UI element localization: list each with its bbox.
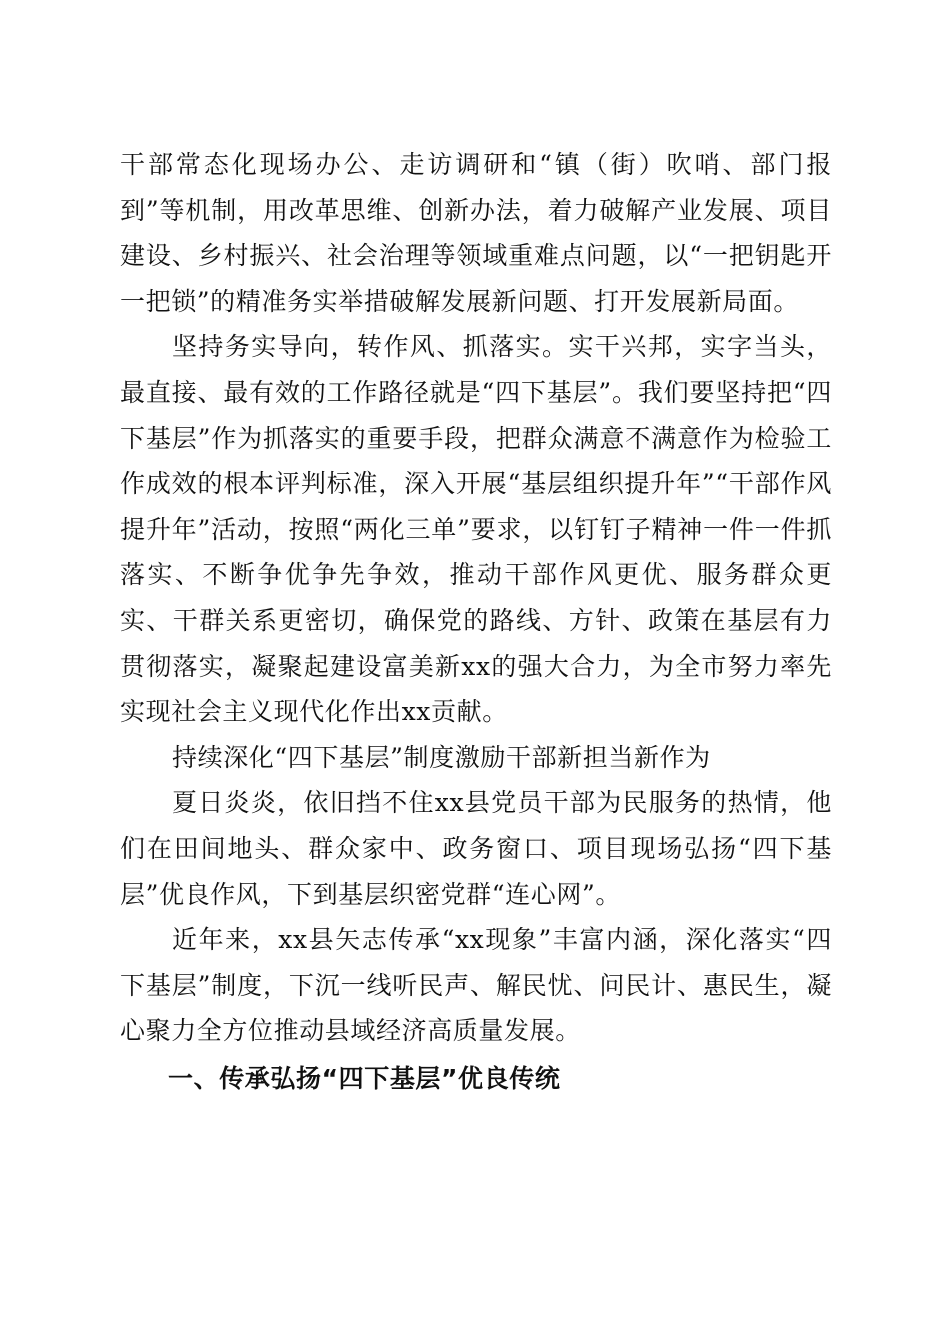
paragraph-recent-years: 近年来，xx县矢志传承“xx现象”丰富内涵，深化落实“四下基层”制度，下沉一线听民声、解民忧、问民计、惠民生，凝心聚力全方位推动县域经济高质量发展。 <box>120 925 832 1046</box>
paragraph-summer: 夏日炎炎，依旧挡不住xx县党员干部为民服务的热情，他们在田间地头、群众家中、政务窗口、项目现场弘扬“四下基层”优良作风，下到基层织密党群“连心网”。 <box>120 788 832 909</box>
paragraph-continuation: 干部常态化现场办公、走访调研和“镇（街）吹哨、部门报到”等机制，用改革思维、创新办法，着力破解产业发展、项目建设、乡村振兴、社会治理等领域重难点问题，以“一把钥匙开一把锁”的精准务实举措破解发展新问题、打开发展新局面。 <box>120 150 832 316</box>
paragraph-work-style: 坚持务实导向，转作风、抓落实。实干兴邦，实字当头，最直接、最有效的工作路径就是“四下基层”。我们要坚持把“四下基层”作为抓落实的重要手段，把群众满意不满意作为检验工作成效的根本评判标准，深入开展“基层组织提升年”“干部作风提升年”活动，按照“两化三单”要求，以钉钉子精神一件一件抓落实、不断争优争先争效，推动干部作风更优、服务群众更实、干群关系更密切，确保党的路线、方针、政策在基层有力贯彻落实，凝聚起建设富美新xx的强大合力，为全市努力率先实现社会主义现代化作出xx贡献。 <box>120 332 832 727</box>
section-heading: 一、传承弘扬“四下基层”优良传统 <box>168 1063 561 1093</box>
paragraph-subtitle: 持续深化“四下基层”制度激励干部新担当新作为 <box>172 742 711 772</box>
document-body <box>120 142 832 1101</box>
